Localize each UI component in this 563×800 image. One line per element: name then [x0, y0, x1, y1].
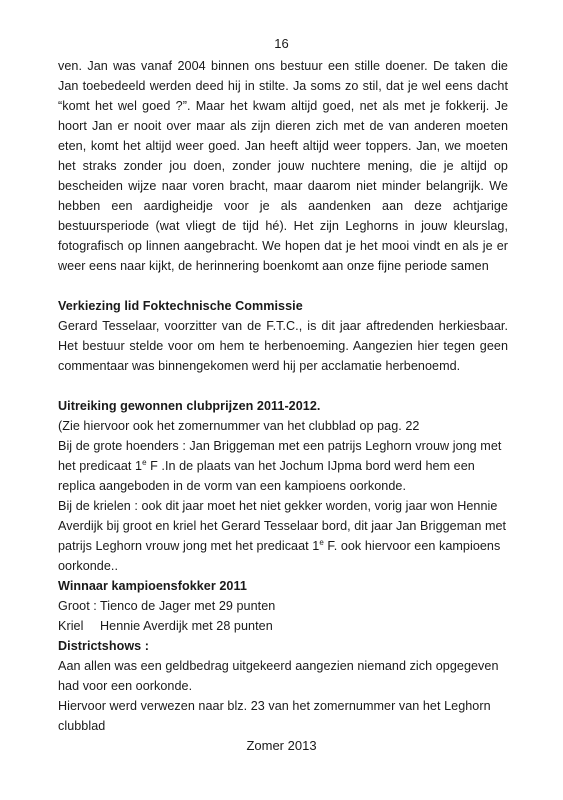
- champion-row-value: Tienco de Jager met 29 punten: [100, 599, 276, 613]
- districts-paragraph-2: Hiervoor werd verwezen naar blz. 23 van het zomernummer van het Leghorn clubblad: [58, 699, 491, 733]
- districts-paragraph-1: Aan allen was een geldbedrag uitgekeerd aangezien niemand zich opgegeven had voor een oorkonde.: [58, 659, 499, 693]
- ftc-heading: Verkiezing lid Foktechnische Commissie: [58, 299, 303, 313]
- prizes-kriel-paragraph: [58, 496, 508, 576]
- champion-heading: Winnaar kampioensfokker 2011: [58, 579, 247, 593]
- superscript: e: [142, 457, 147, 467]
- champion-row-label: Kriel: [58, 619, 84, 633]
- prizes-grote-paragraph: [58, 436, 508, 496]
- champion-row: [58, 616, 508, 636]
- champion-row-value: Hennie Averdijk met 28 punten: [100, 619, 273, 633]
- districts-heading: Districtshows :: [58, 639, 150, 653]
- superscript: e: [319, 537, 324, 547]
- champion-row-label: Groot :: [58, 599, 97, 613]
- ftc-paragraph: Gerard Tesselaar, voorzitter van de F.T.C., is dit jaar aftredenden herkiesbaar. Het bestuur stelde voor om hem te herbenoeming. Aangezien hier tegen geen commentaar was binnengekomen werd hij per acclamatie herbenoemd.: [58, 319, 508, 373]
- spacer: [58, 376, 508, 396]
- champion-row: [58, 596, 508, 616]
- page-footer: Zomer 2013: [246, 738, 317, 753]
- prizes-reference: (Zie hiervoor ook het zomernummer van het clubblad op pag. 22: [58, 419, 420, 433]
- intro-paragraph: ven. Jan was vanaf 2004 binnen ons bestuur een stille doener. De taken die Jan toebedeeld werden deed hij in stilte. Ja soms zo stil, dat je wel eens dacht “komt het wel goed ?”. Maar het kwam altijd goed, net als met je fokkerij. Je hoort Jan er nooit over maar als zijn dieren zich met de van anderen moeten eten, komt het altijd weer goed. Jan heeft altijd weer toppers. Jan, we moeten het straks zonder jou doen, zonder jouw nuchtere mening, die je altijd op bescheiden wijze naar voren bracht, maar daarom niet minder belangrijk. We hebben een aardigheidje voor je als aandenken aan deze achtjarige bestuursperiode (wat vliegt de tijd hé). Het zijn Leghorns in jouw kleurslag, fotografisch op linnen aangebracht. We hopen dat je het mooi vindt en als je er weer eens naar kijkt, de herinnering boenkomt aan onze fijne periode samen: [58, 59, 508, 273]
- spacer: [58, 276, 508, 296]
- prizes-grote-text: Bij de grote hoenders : Jan Briggeman met een patrijs Leghorn vrouw jong met het predicaat 1: [58, 439, 502, 473]
- page-content: [58, 56, 508, 736]
- prizes-kriel-text: Bij de krielen : ook dit jaar moet het niet gekker worden, vorig jaar won Hennie Averdijk bij groot en kriel het Gerard Tesselaar bord, dit jaar Jan Briggeman met patrijs Leghorn vrouw jong met het predicaat 1: [58, 499, 507, 553]
- prizes-kriel-text-cont: F. ook hiervoor een kampioens oorkonde..: [58, 539, 501, 573]
- prizes-grote-text-cont: F .In de plaats van het Jochum IJpma bord werd hem een replica aangeboden in de vorm van een kampioens oorkonde.: [58, 459, 475, 493]
- prizes-heading: Uitreiking gewonnen clubprijzen 2011-2012.: [58, 399, 321, 413]
- page-number: 16: [274, 36, 289, 51]
